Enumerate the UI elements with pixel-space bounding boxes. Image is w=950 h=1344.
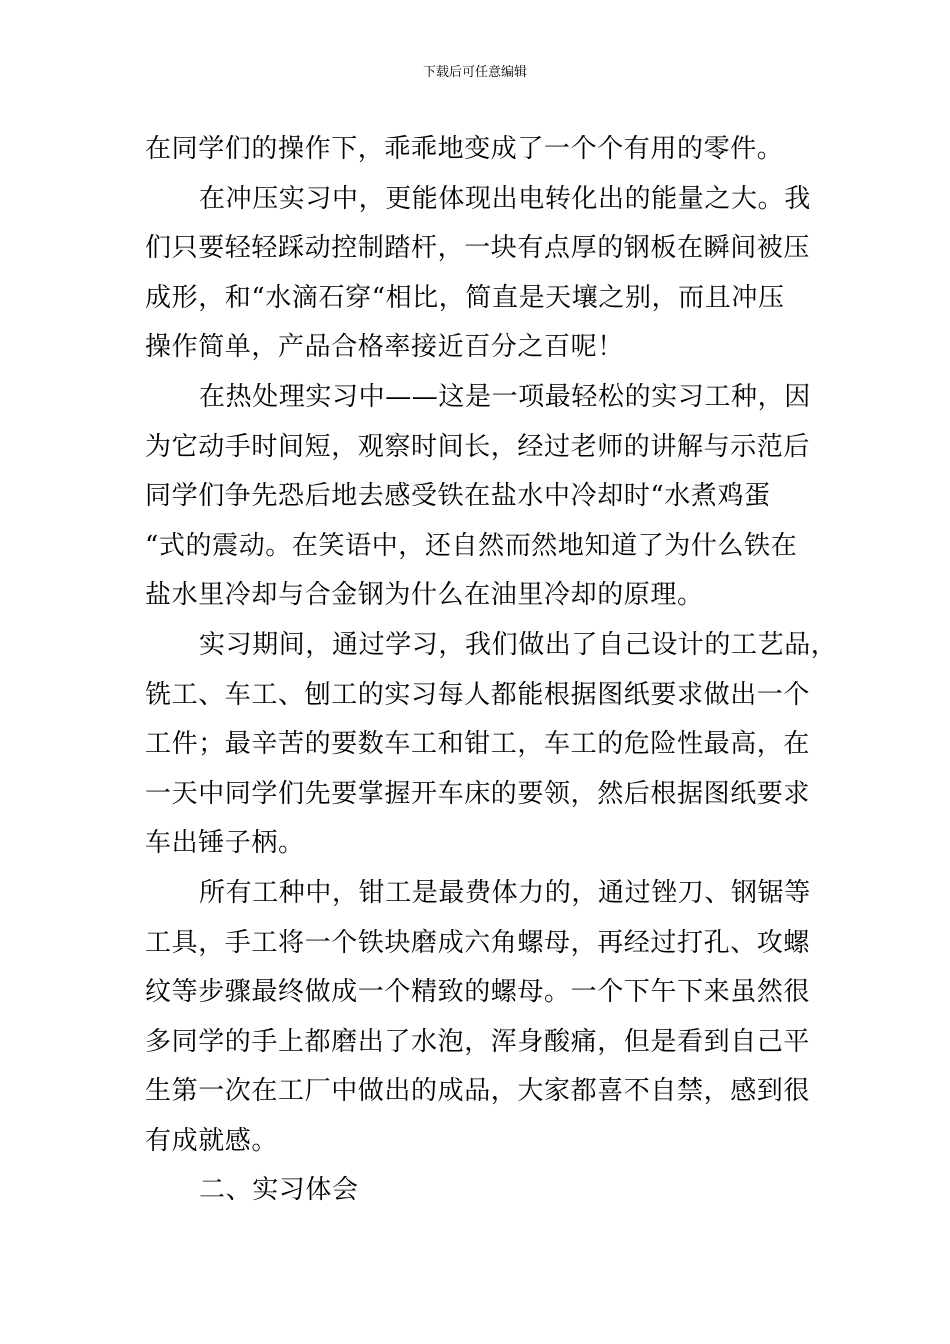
paragraph-line: 工具，手工将一个铁块磨成六角螺母，再经过打孔、攻螺 (145, 927, 811, 958)
paragraph-first-line: 在热处理实习中——这是一项最轻松的实习工种，因 (199, 381, 811, 412)
paragraph-line: 多同学的手上都磨出了水泡，浑身酸痛，但是看到自己平 (145, 1026, 811, 1057)
paragraph-line: 生第一次在工厂中做出的成品，大家都喜不自禁，感到很 (145, 1076, 811, 1107)
paragraph-line: “式的震动。在笑语中，还自然而然地知道了为什么铁在 (145, 530, 798, 561)
paragraph-line: 在同学们的操作下，乖乖地变成了一个个有用的零件。 (145, 134, 784, 164)
paragraph-line: 一天中同学们先要掌握开车床的要领，然后根据图纸要求 (145, 778, 811, 809)
page-header: 下载后可任意编辑 (422, 65, 527, 80)
paragraph-line: 们只要轻轻踩动控制踏杆，一块有点厚的钢板在瞬间被压 (145, 233, 811, 264)
paragraph-line: 盐水里冷却与合金钢为什么在油里冷却的原理。 (145, 580, 704, 611)
paragraph-line: 工件；最辛苦的要数车工和钳工，车工的危险性最高，在 (145, 729, 811, 760)
paragraph-line: 铣工、车工、刨工的实习每人都能根据图纸要求做出一个 (145, 679, 811, 710)
paragraph-line: 有成就感。 (145, 1125, 279, 1156)
paragraph-line: 操作简单，产品合格率接近百分之百呢！ (145, 332, 624, 363)
paragraph-line: 车出锤子柄。 (145, 828, 305, 859)
paragraph-line: 成形，和“水滴石穿“相比，简直是天壤之别，而且冲压 (145, 282, 785, 313)
paragraph-line: 同学们争先恐后地去感受铁在盐水中冷却时“水煮鸡蛋 (145, 481, 771, 512)
paragraph-first-line: 所有工种中，钳工是最费体力的，通过锉刀、钢锯等 (199, 877, 811, 908)
paragraph-first-line: 二、实习体会 (199, 1175, 359, 1206)
paragraph-line: 为它动手时间短，观察时间长，经过老师的讲解与示范后 (145, 431, 811, 462)
paragraph-first-line: 实习期间，通过学习，我们做出了自己设计的工艺品， (199, 629, 838, 660)
body-text (145, 125, 838, 1216)
paragraph-line: 纹等步骤最终做成一个精致的螺母。一个下午下来虽然很 (145, 977, 811, 1008)
paragraph-first-line: 在冲压实习中，更能体现出电转化出的能量之大。我 (199, 183, 811, 214)
